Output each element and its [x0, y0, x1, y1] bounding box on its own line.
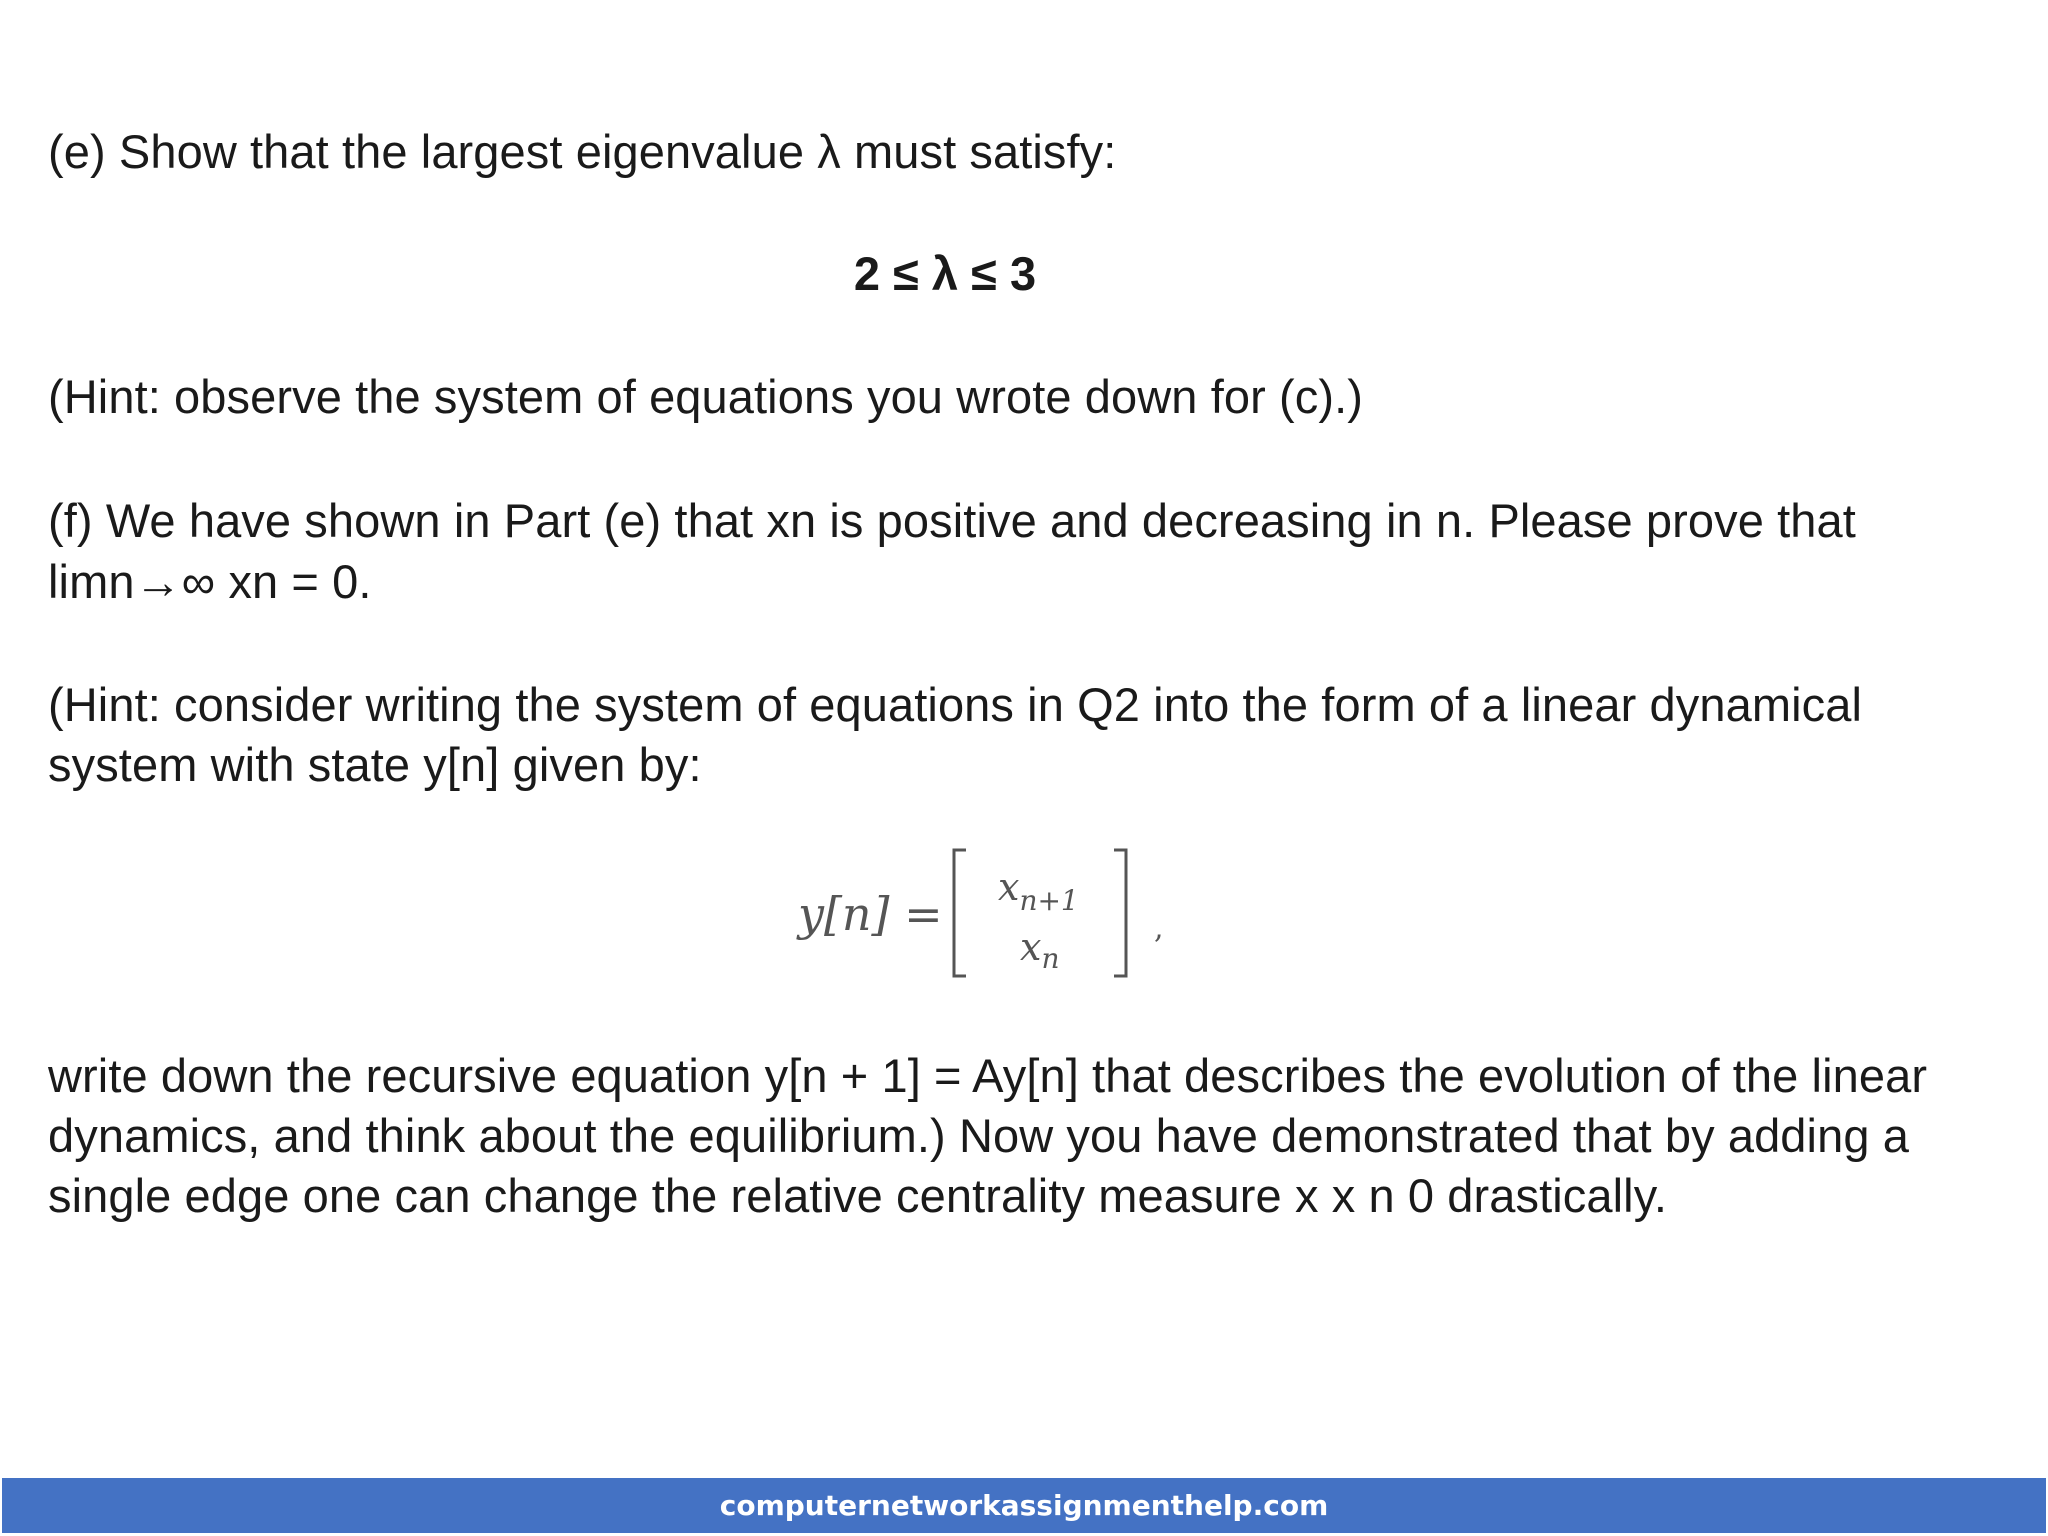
paragraph-line-2: dynamics, and think about the equilibrium.) Now you have demonstrated that by adding a [48, 1109, 1909, 1162]
top-entry: $x_{n+1}$ [998, 865, 1079, 917]
eigenvalue-inequality: 2 ≤ λ ≤ 3 [853, 247, 1037, 300]
paragraph-line-3: single edge one can change the relative centrality measure x x n 0 drastically. [48, 1169, 1667, 1222]
state-vector-equation [790, 838, 1190, 988]
part-f-line-2: limn→∞ xn = 0. [48, 555, 372, 608]
paragraph-line-1: write down the recursive equation y[n + 1] = Ay[n] that describes the evolution of the linear [48, 1049, 1928, 1102]
hint-q2-line-1: (Hint: consider writing the system of equations in Q2 into the form of a linear dynamical [48, 678, 1863, 731]
equation-lhs: y[n] = [798, 887, 943, 941]
part-f-line-1: (f) We have shown in Part (e) that xn is positive and decreasing in n. Please prove that [48, 494, 1856, 547]
footer-site-link[interactable]: computernetworkassignmenthelp.com [719, 1489, 1329, 1522]
footer-bar [2, 1478, 2046, 1533]
equation-comma: , [1154, 911, 1164, 946]
left-bracket [954, 850, 966, 976]
right-bracket [1114, 850, 1126, 976]
hint-c: (Hint: observe the system of equations you wrote down for (c).) [48, 370, 1364, 423]
hint-q2-line-2: system with state y[n] given by: [48, 738, 702, 791]
bottom-entry: $x_n$ [1020, 925, 1060, 975]
part-e-statement: (e) Show that the largest eigenvalue λ must satisfy: [48, 125, 1117, 178]
